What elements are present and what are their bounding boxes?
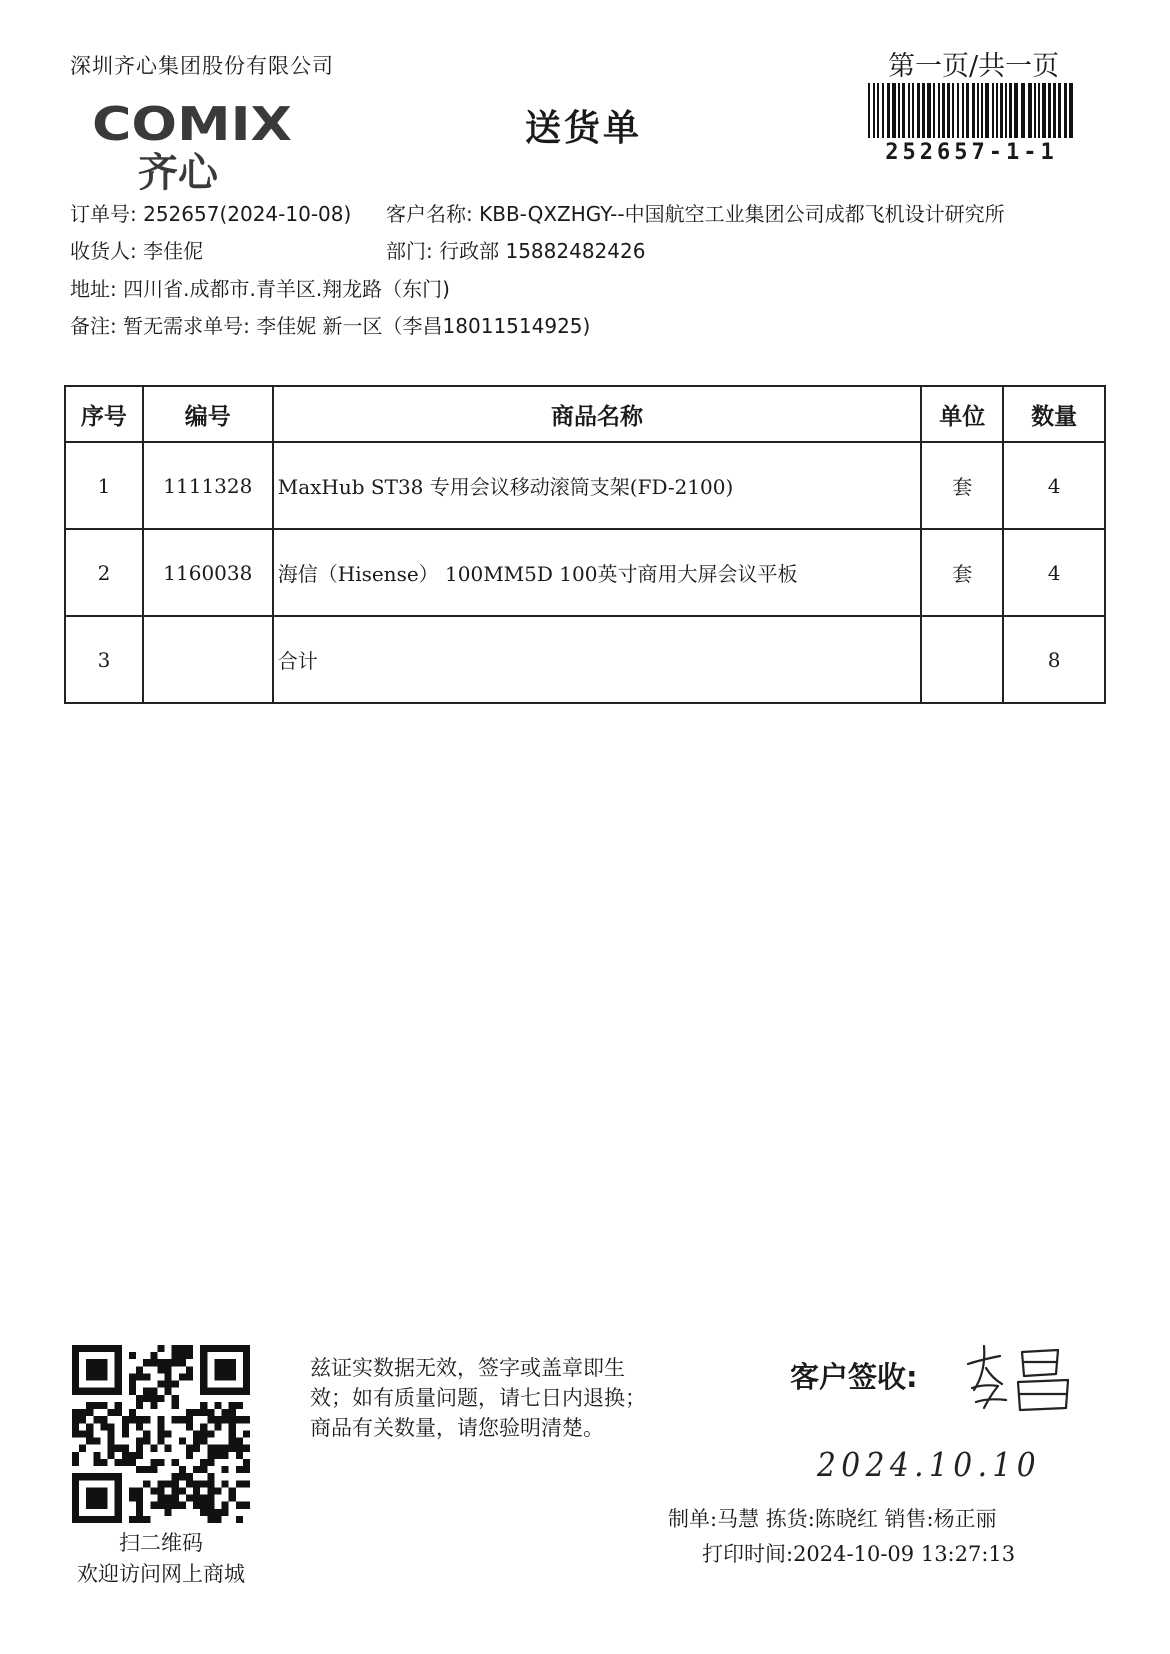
header-code: 编号 — [143, 386, 273, 442]
cell-unit: 套 — [921, 442, 1003, 529]
table-header-row — [65, 386, 1105, 442]
notice-text — [310, 1353, 646, 1443]
cell-qty: 4 — [1003, 529, 1105, 616]
page-info: 第一页/共一页 — [888, 51, 1060, 82]
customer-signature — [960, 1342, 1090, 1417]
order-no-value: 252657(2024-10-08) — [143, 202, 352, 226]
barcode-image — [868, 83, 1075, 138]
cell-code — [143, 616, 273, 703]
address-value: 四川省.成都市.青羊区.翔龙路（东门) — [123, 277, 450, 301]
company-name: 深圳齐心集团股份有限公司 — [70, 54, 334, 78]
header-unit: 单位 — [921, 386, 1003, 442]
cell-name: MaxHub ST38 专用会议移动滚筒支架(FD-2100) — [273, 442, 922, 529]
cell-name: 合计 — [273, 616, 922, 703]
cell-seq: 3 — [65, 616, 143, 703]
notice-line-3: 商品有关数量，请您验明清楚。 — [310, 1416, 604, 1440]
print-time: 打印时间:2024-10-09 13:27:13 — [702, 1542, 1016, 1566]
address-row — [70, 273, 450, 302]
remark-label: 备注: — [70, 314, 117, 338]
cell-qty: 4 — [1003, 442, 1105, 529]
customer-value: KBB-QXZHGY--中国航空工业集团公司成都飞机设计研究所 — [479, 202, 1005, 226]
logo-text-cn: 齐心 — [138, 150, 218, 194]
notice-line-2: 效；如有质量问题，请七日内退换； — [310, 1386, 646, 1410]
receiver-row — [70, 235, 203, 264]
cell-unit — [921, 616, 1003, 703]
cell-code: 1111328 — [143, 442, 273, 529]
order-number-row — [70, 198, 351, 227]
document-title: 送货单 — [525, 108, 643, 149]
customer-label: 客户名称: — [386, 202, 473, 226]
customer-row — [386, 198, 1005, 227]
header-seq: 序号 — [65, 386, 143, 442]
cell-name: 海信（Hisense） 100MM5D 100英寸商用大屏会议平板 — [273, 529, 922, 616]
dept-value: 行政部 15882482426 — [439, 239, 646, 263]
signature-date — [815, 1440, 1045, 1490]
table-total-row — [65, 616, 1105, 703]
remark-row — [70, 310, 590, 339]
dept-row — [386, 235, 645, 264]
cell-unit: 套 — [921, 529, 1003, 616]
customer-sign-label: 客户签收: — [790, 1360, 918, 1394]
cell-qty: 8 — [1003, 616, 1105, 703]
cell-seq: 1 — [65, 442, 143, 529]
table-row — [65, 529, 1105, 616]
signature-date-text: 2024.10.10 — [816, 1445, 1041, 1484]
comix-logo-graphic — [92, 104, 310, 194]
table-row — [65, 442, 1105, 529]
cell-code: 1160038 — [143, 529, 273, 616]
remark-value: 暂无需求单号: 李佳妮 新一区（李昌18011514925) — [123, 314, 591, 338]
receiver-label: 收货人: — [70, 239, 137, 263]
comix-logo — [92, 104, 310, 194]
address-label: 地址: — [70, 277, 117, 301]
receiver-value: 李佳伲 — [143, 239, 204, 263]
header-name: 商品名称 — [273, 386, 922, 442]
header-qty: 数量 — [1003, 386, 1105, 442]
logo-text-en: COMIX — [92, 104, 292, 151]
dept-label: 部门: — [386, 239, 433, 263]
cell-seq: 2 — [65, 529, 143, 616]
scan-qr-caption: 扫二维码 — [119, 1531, 203, 1555]
visit-store-caption: 欢迎访问网上商城 — [77, 1562, 245, 1586]
staff-info: 制单:马慧 拣货:陈晓红 销售:杨正丽 — [668, 1507, 997, 1531]
barcode-number: 252657-1-1 — [885, 140, 1058, 165]
qr-code-image — [72, 1345, 250, 1523]
notice-line-1: 兹证实数据无效，签字或盖章即生 — [310, 1356, 625, 1380]
items-table — [64, 385, 1106, 704]
order-no-label: 订单号: — [70, 202, 137, 226]
